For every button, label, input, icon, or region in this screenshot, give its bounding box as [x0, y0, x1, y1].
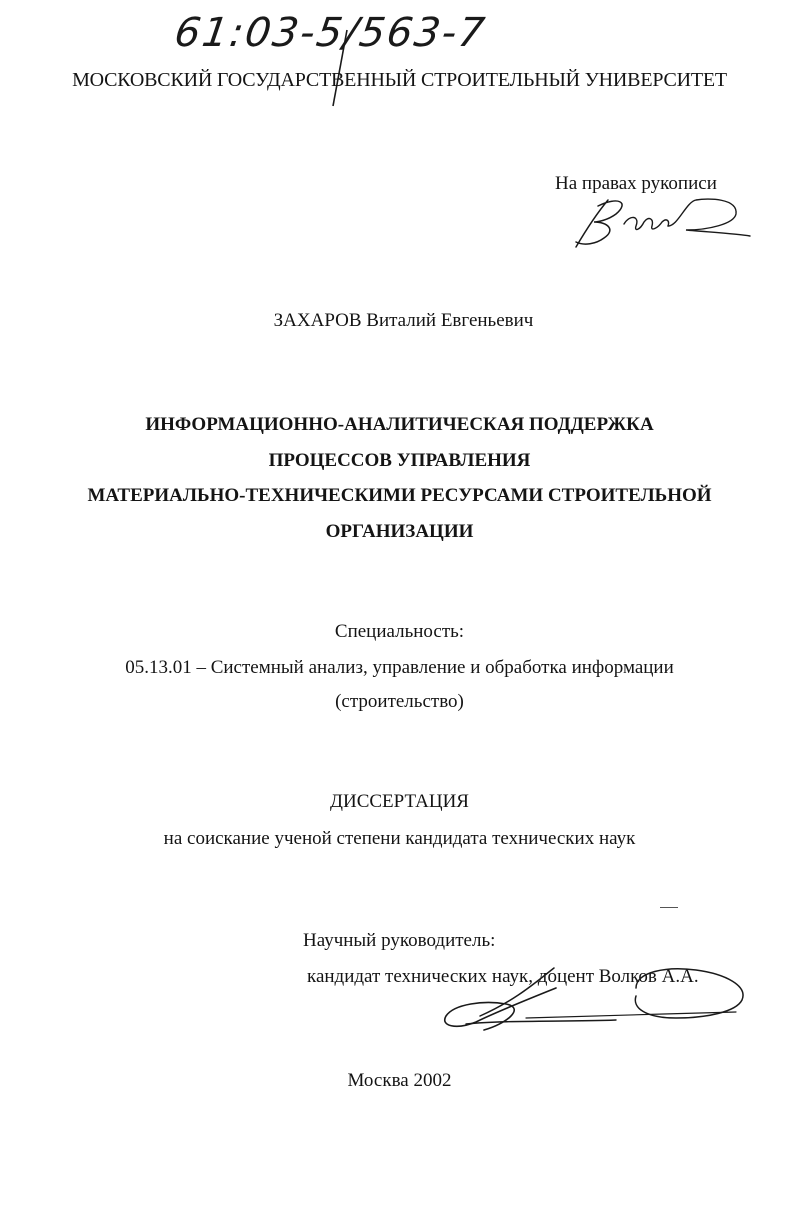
handwritten-archive-number: 61:03-5/563-7	[171, 10, 490, 56]
rights-note: На правах рукописи	[555, 173, 717, 194]
specialty-note: (строительство)	[335, 691, 464, 712]
advisor-name: кандидат технических наук, доцент Волков А.А.	[307, 966, 699, 987]
scan-mark	[660, 907, 678, 908]
dissertation-title-line-1: ИНФОРМАЦИОННО-АНАЛИТИЧЕСКАЯ ПОДДЕРЖКА	[145, 414, 654, 435]
author-name: ЗАХАРОВ Виталий Евгеньевич	[273, 310, 534, 331]
advisor-signature	[436, 960, 756, 1040]
dissertation-title-line-4: ОРГАНИЗАЦИИ	[325, 521, 474, 542]
specialty-value: 05.13.01 – Системный анализ, управление и обработка информации	[125, 657, 674, 678]
dissertation-title-line-2: ПРОЦЕССОВ УПРАВЛЕНИЯ	[268, 450, 531, 471]
university-name: МОСКОВСКИЙ ГОСУДАРСТВЕННЫЙ СТРОИТЕЛЬНЫЙ УНИВЕРСИТЕТ	[72, 69, 727, 91]
degree-description: на соискание ученой степени кандидата технических наук	[163, 828, 636, 849]
author-signature	[568, 192, 753, 252]
city-and-year: Москва 2002	[347, 1070, 452, 1091]
advisor-label: Научный руководитель:	[303, 930, 496, 951]
dissertation-type: ДИССЕРТАЦИЯ	[330, 791, 469, 812]
specialty-label: Специальность:	[334, 621, 465, 642]
dissertation-title-line-3: МАТЕРИАЛЬНО-ТЕХНИЧЕСКИМИ РЕСУРСАМИ СТРОИТЕЛЬНОЙ	[87, 485, 712, 506]
